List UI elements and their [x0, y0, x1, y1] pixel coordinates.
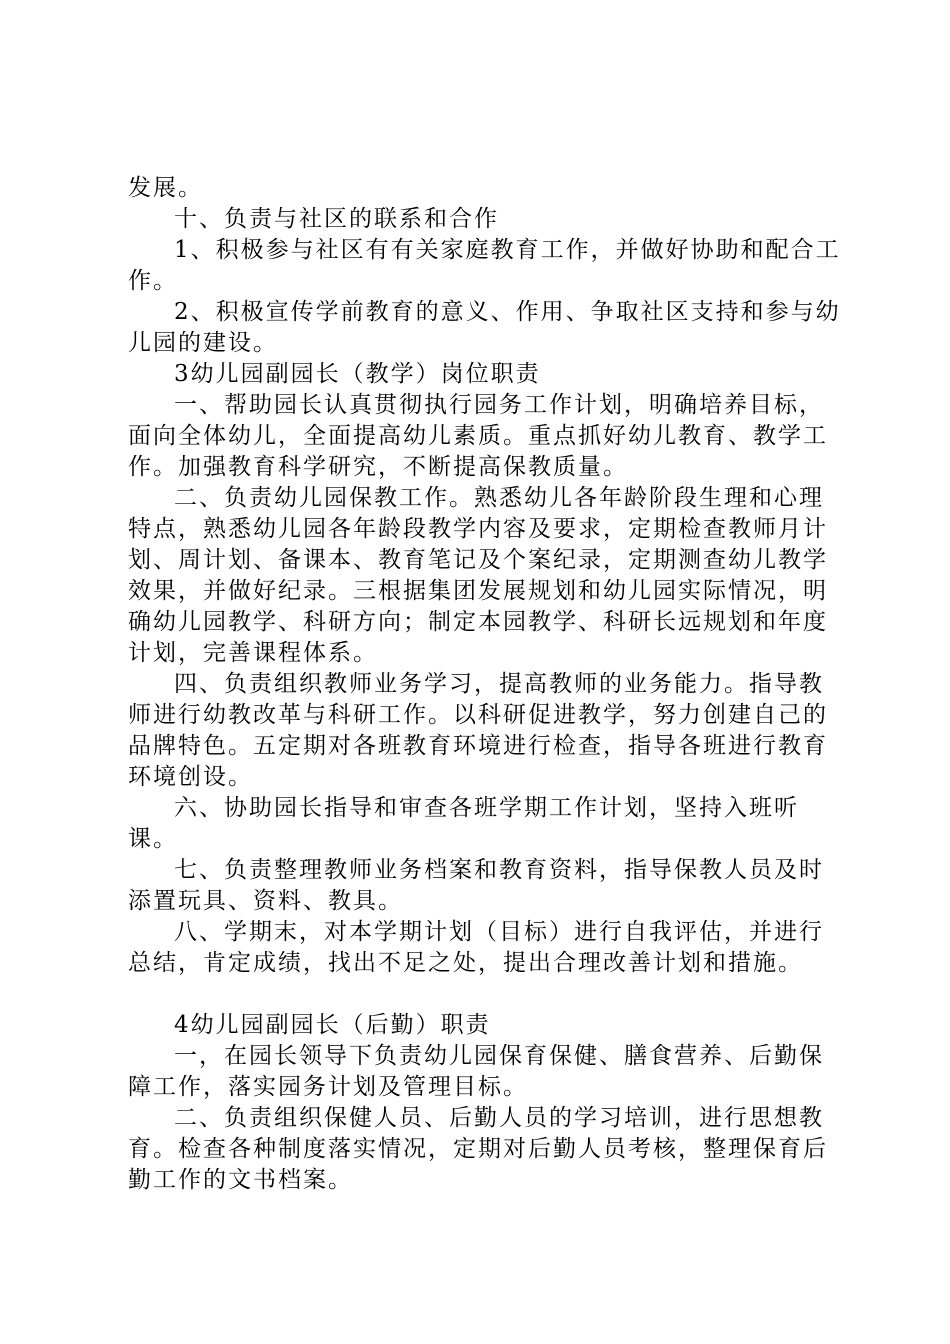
- section-heading: 4幼儿园副园长（后勤）职责: [174, 1012, 491, 1038]
- paragraph: 二、负责组织保健人员、后勤人员的学习培训，进行思想教育。检查各种制度落实情况，定期对后勤人员考核，整理保育后勤工作的文书档案。: [128, 1105, 828, 1193]
- paragraph: 2、积极宣传学前教育的意义、作用、争取社区支持和参与幼儿园的建设。: [128, 299, 841, 356]
- paragraph: 一、帮助园长认真贯彻执行园务工作计划，明确培养目标，面向全体幼儿，全面提高幼儿素质。重点抓好幼儿教育、教学工作。加强教育科学研究，不断提高保教质量。: [128, 392, 828, 480]
- document-body: [128, 173, 848, 1196]
- paragraph: 八、学期末，对本学期计划（目标）进行自我评估，并进行总结，肯定成绩，找出不足之处，提出合理改善计划和措施。: [128, 919, 824, 976]
- paragraph-gap: [128, 979, 848, 1010]
- paragraph: 四、负责组织教师业务学习，提高教师的业务能力。指导教师进行幼教改革与科研工作。以科研促进教学，努力创建自己的品牌特色。五定期对各班教育环境进行检查，指导各班进行教育环境创设。: [128, 671, 828, 790]
- paragraph: 六、协助园长指导和审查各班学期工作计划，坚持入班听课。: [128, 795, 799, 852]
- paragraph: 一，在园长领导下负责幼儿园保育保健、膳食营养、后勤保障工作，落实园务计划及管理目标。: [128, 1043, 824, 1100]
- paragraph: 七、负责整理教师业务档案和教育资料，指导保教人员及时添置玩具、资料、教具。: [128, 857, 824, 914]
- paragraph: 发展。: [128, 175, 203, 201]
- paragraph: 二、负责幼儿园保教工作。熟悉幼儿各年龄阶段生理和心理特点，熟悉幼儿园各年龄段教学内容及要求，定期检查教师月计划、周计划、备课本、教育笔记及个案纪录，定期测查幼儿教学效果，并做好纪录。三根据集团发展规划和幼儿园实际情况，明确幼儿园教学、科研方向；制定本园教学、科研长远规划和年度计划，完善课程体系。: [128, 485, 828, 666]
- section-heading: 3幼儿园副园长（教学）岗位职责: [174, 361, 541, 387]
- paragraph: 1、积极参与社区有有关家庭教育工作，并做好协助和配合工作。: [128, 237, 841, 294]
- section-heading: 十、负责与社区的联系和合作: [174, 206, 499, 232]
